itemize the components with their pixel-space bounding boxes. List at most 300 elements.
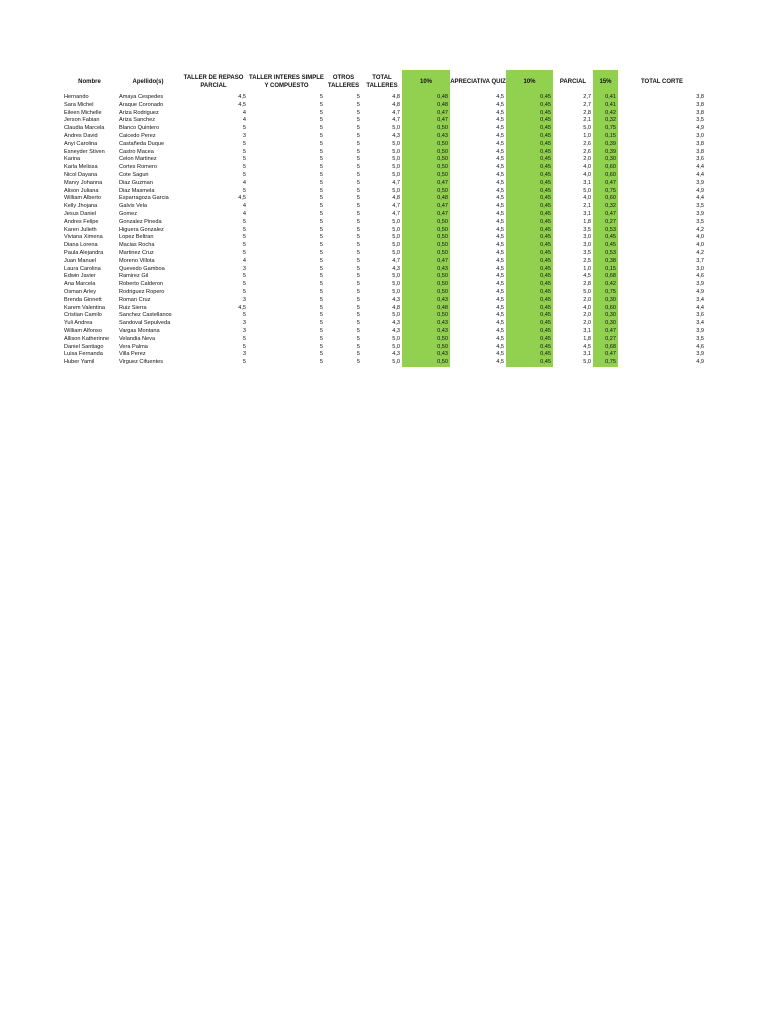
cell-talleres-10pct[interactable]: 0,50 (402, 188, 450, 196)
cell-apreciativa-quiz[interactable]: 4,5 (496, 257, 504, 264)
header-total-talleres[interactable]: TOTAL TALLERES (366, 75, 398, 89)
cell-nombre[interactable]: Claudia Marcela (64, 125, 105, 132)
cell-apellidos[interactable]: Blanco Quintero (119, 125, 160, 132)
cell-taller-interes[interactable]: 5 (319, 234, 323, 241)
cell-total-corte[interactable]: 4,4 (696, 164, 704, 171)
cell-total-corte[interactable]: 4,9 (696, 125, 704, 132)
cell-total-corte[interactable]: 3,9 (696, 281, 704, 288)
cell-total-corte[interactable]: 4,6 (696, 273, 704, 280)
cell-total-corte[interactable]: 4,2 (696, 249, 704, 256)
cell-quiz-10pct[interactable]: 0,45 (506, 297, 553, 305)
cell-taller-repaso[interactable]: 5 (242, 249, 246, 256)
cell-quiz-10pct[interactable]: 0,45 (506, 110, 553, 118)
cell-apellidos[interactable]: Diaz Masmela (119, 187, 155, 194)
cell-apreciativa-quiz[interactable]: 4,5 (496, 296, 504, 303)
cell-parcial-15pct[interactable]: 0,45 (593, 234, 618, 242)
cell-total-talleres[interactable]: 5,0 (392, 156, 400, 163)
cell-apreciativa-quiz[interactable]: 4,5 (496, 94, 504, 100)
cell-total-corte[interactable]: 4,4 (696, 171, 704, 178)
cell-parcial-15pct[interactable]: 0,42 (593, 110, 618, 118)
cell-parcial-15pct[interactable]: 0,60 (593, 305, 618, 313)
cell-taller-interes[interactable]: 5 (319, 359, 323, 366)
cell-total-corte[interactable]: 3,9 (696, 351, 704, 358)
header-total-corte[interactable]: TOTAL CORTE (641, 79, 683, 85)
cell-taller-interes[interactable]: 5 (319, 94, 323, 100)
header-parcial-15pct[interactable]: 15% (593, 70, 618, 94)
cell-apreciativa-quiz[interactable]: 4,5 (496, 101, 504, 108)
cell-otros-talleres[interactable]: 5 (356, 210, 360, 217)
cell-taller-repaso[interactable]: 5 (242, 359, 246, 366)
cell-talleres-10pct[interactable]: 0,48 (402, 305, 450, 313)
cell-total-corte[interactable]: 3,5 (696, 335, 704, 342)
cell-total-corte[interactable]: 3,9 (696, 210, 704, 217)
cell-parcial[interactable]: 4,0 (583, 164, 591, 171)
cell-parcial-15pct[interactable]: 0,27 (593, 336, 618, 344)
cell-talleres-10pct[interactable]: 0,50 (402, 336, 450, 344)
cell-taller-repaso[interactable]: 4 (242, 109, 246, 116)
cell-quiz-10pct[interactable]: 0,45 (506, 328, 553, 336)
cell-taller-repaso[interactable]: 5 (242, 218, 246, 225)
cell-talleres-10pct[interactable]: 0,47 (402, 211, 450, 219)
cell-taller-repaso[interactable]: 3 (242, 351, 246, 358)
cell-apellidos[interactable]: Galvis Vela (119, 203, 147, 210)
cell-parcial-15pct[interactable]: 0,75 (593, 188, 618, 196)
cell-nombre[interactable]: Karem Valentina (64, 304, 105, 311)
cell-talleres-10pct[interactable]: 0,50 (402, 289, 450, 297)
cell-total-talleres[interactable]: 5,0 (392, 164, 400, 171)
cell-otros-talleres[interactable]: 5 (356, 249, 360, 256)
cell-taller-repaso[interactable]: 5 (242, 156, 246, 163)
cell-nombre[interactable]: Yuli Andrea (64, 320, 93, 327)
cell-talleres-10pct[interactable]: 0,50 (402, 273, 450, 281)
cell-apellidos[interactable]: Quevedo Gamboa (119, 265, 165, 272)
cell-total-talleres[interactable]: 4,7 (392, 109, 400, 116)
cell-taller-interes[interactable]: 5 (319, 273, 323, 280)
cell-nombre[interactable]: William Alberto (64, 195, 101, 202)
cell-parcial[interactable]: 4,0 (583, 195, 591, 202)
cell-nombre[interactable]: Alison Juliana (64, 187, 99, 194)
cell-parcial[interactable]: 2,1 (583, 117, 591, 124)
cell-nombre[interactable]: William Alfonso (64, 327, 102, 334)
cell-taller-interes[interactable]: 5 (319, 320, 323, 327)
cell-quiz-10pct[interactable]: 0,45 (506, 266, 553, 274)
cell-talleres-10pct[interactable]: 0,50 (402, 227, 450, 235)
cell-total-talleres[interactable]: 4,3 (392, 296, 400, 303)
cell-quiz-10pct[interactable]: 0,45 (506, 250, 553, 258)
cell-parcial[interactable]: 2,0 (583, 156, 591, 163)
cell-apreciativa-quiz[interactable]: 4,5 (496, 218, 504, 225)
cell-apreciativa-quiz[interactable]: 4,5 (496, 210, 504, 217)
cell-parcial[interactable]: 4,0 (583, 304, 591, 311)
header-parcial[interactable]: PARCIAL (559, 79, 587, 85)
cell-parcial-15pct[interactable]: 0,45 (593, 242, 618, 250)
cell-nombre[interactable]: Hernando (64, 94, 89, 100)
cell-talleres-10pct[interactable]: 0,48 (402, 195, 450, 203)
cell-taller-interes[interactable]: 5 (319, 125, 323, 132)
cell-nombre[interactable]: Diana Lorena (64, 242, 98, 249)
cell-nombre[interactable]: Viviana Ximena (64, 234, 103, 241)
cell-taller-repaso[interactable]: 3 (242, 265, 246, 272)
cell-taller-repaso[interactable]: 4 (242, 179, 246, 186)
cell-otros-talleres[interactable]: 5 (356, 281, 360, 288)
cell-total-corte[interactable]: 4,9 (696, 288, 704, 295)
cell-nombre[interactable]: Karla Melissa (64, 164, 98, 171)
cell-quiz-10pct[interactable]: 0,45 (506, 117, 553, 125)
cell-taller-interes[interactable]: 5 (319, 226, 323, 233)
cell-parcial-15pct[interactable]: 0,68 (593, 344, 618, 352)
cell-quiz-10pct[interactable]: 0,45 (506, 258, 553, 266)
cell-apreciativa-quiz[interactable]: 4,5 (496, 320, 504, 327)
cell-talleres-10pct[interactable]: 0,47 (402, 203, 450, 211)
cell-taller-repaso[interactable]: 5 (242, 187, 246, 194)
cell-parcial[interactable]: 5,0 (583, 288, 591, 295)
cell-apellidos[interactable]: Ramirez Gil (119, 273, 149, 280)
cell-nombre[interactable]: Laura Carolina (64, 265, 101, 272)
cell-taller-interes[interactable]: 5 (319, 265, 323, 272)
cell-talleres-10pct[interactable]: 0,43 (402, 297, 450, 305)
cell-taller-repaso[interactable]: 5 (242, 312, 246, 319)
cell-taller-repaso[interactable]: 5 (242, 288, 246, 295)
cell-taller-repaso[interactable]: 5 (242, 242, 246, 249)
cell-total-corte[interactable]: 4,0 (696, 234, 704, 241)
cell-apellidos[interactable]: Ariza Sanchez (119, 117, 156, 124)
cell-apellidos[interactable]: Caicedo Perez (119, 132, 156, 139)
cell-apreciativa-quiz[interactable]: 4,5 (496, 242, 504, 249)
cell-taller-repaso[interactable]: 3 (242, 132, 246, 139)
cell-quiz-10pct[interactable]: 0,45 (506, 180, 553, 188)
cell-total-talleres[interactable]: 5,0 (392, 343, 400, 350)
cell-nombre[interactable]: Eileen Michelle (64, 109, 102, 116)
cell-apellidos[interactable]: Moreno Villota (119, 257, 155, 264)
cell-nombre[interactable]: Kelly Jhojana (64, 203, 98, 210)
cell-total-talleres[interactable]: 5,0 (392, 148, 400, 155)
cell-total-corte[interactable]: 3,7 (696, 257, 704, 264)
cell-total-corte[interactable]: 3,0 (696, 132, 704, 139)
cell-otros-talleres[interactable]: 5 (356, 327, 360, 334)
cell-total-talleres[interactable]: 4,8 (392, 304, 400, 311)
cell-quiz-10pct[interactable]: 0,45 (506, 188, 553, 196)
cell-parcial-15pct[interactable]: 0,30 (593, 312, 618, 320)
cell-apellidos[interactable]: Villa Perez (119, 351, 146, 358)
cell-talleres-10pct[interactable]: 0,50 (402, 156, 450, 164)
cell-taller-interes[interactable]: 5 (319, 171, 323, 178)
cell-nombre[interactable]: Nicol Dayana (64, 171, 98, 178)
cell-otros-talleres[interactable]: 5 (356, 171, 360, 178)
header-taller-repaso-parcial[interactable]: TALLER DE REPASO PARCIAL (183, 75, 244, 89)
cell-apellidos[interactable]: Gomez (119, 210, 138, 217)
cell-apreciativa-quiz[interactable]: 4,5 (496, 234, 504, 241)
cell-nombre[interactable]: Sara Michel (64, 101, 94, 108)
cell-parcial-15pct[interactable]: 0,32 (593, 203, 618, 211)
cell-total-talleres[interactable]: 5,0 (392, 312, 400, 319)
cell-apellidos[interactable]: Lopez Beltran (119, 234, 154, 241)
cell-nombre[interactable]: Andres Felipe (64, 218, 99, 225)
cell-taller-repaso[interactable]: 4 (242, 203, 246, 210)
cell-nombre[interactable]: Osman Arley (64, 288, 97, 295)
cell-parcial[interactable]: 5,0 (583, 359, 591, 366)
cell-quiz-10pct[interactable]: 0,45 (506, 133, 553, 141)
cell-total-corte[interactable]: 3,6 (696, 312, 704, 319)
cell-parcial[interactable]: 2,0 (583, 296, 591, 303)
cell-nombre[interactable]: Karen Julieth (64, 226, 97, 233)
cell-taller-repaso[interactable]: 5 (242, 343, 246, 350)
cell-parcial[interactable]: 4,0 (583, 171, 591, 178)
cell-apreciativa-quiz[interactable]: 4,5 (496, 195, 504, 202)
cell-taller-repaso[interactable]: 4 (242, 257, 246, 264)
cell-total-corte[interactable]: 3,5 (696, 218, 704, 225)
cell-nombre[interactable]: Andres David (64, 132, 98, 139)
cell-total-corte[interactable]: 3,8 (696, 94, 704, 100)
cell-total-talleres[interactable]: 4,8 (392, 101, 400, 108)
cell-quiz-10pct[interactable]: 0,45 (506, 273, 553, 281)
cell-total-corte[interactable]: 3,4 (696, 296, 704, 303)
cell-apellidos[interactable]: Celon Martinez (119, 156, 157, 163)
cell-parcial[interactable]: 2,6 (583, 140, 591, 147)
cell-total-talleres[interactable]: 4,3 (392, 132, 400, 139)
cell-total-talleres[interactable]: 4,3 (392, 327, 400, 334)
cell-talleres-10pct[interactable]: 0,47 (402, 258, 450, 266)
cell-quiz-10pct[interactable]: 0,45 (506, 227, 553, 235)
cell-nombre[interactable]: Daniel Santiago (64, 343, 104, 350)
cell-quiz-10pct[interactable]: 0,45 (506, 149, 553, 157)
cell-apellidos[interactable]: Rodriguez Ropero (119, 288, 165, 295)
cell-total-corte[interactable]: 3,5 (696, 117, 704, 124)
cell-apreciativa-quiz[interactable]: 4,5 (496, 359, 504, 366)
cell-nombre[interactable]: Karina (64, 156, 81, 163)
cell-total-talleres[interactable]: 5,0 (392, 242, 400, 249)
cell-quiz-10pct[interactable]: 0,45 (506, 281, 553, 289)
cell-parcial[interactable]: 2,0 (583, 320, 591, 327)
cell-taller-repaso[interactable]: 5 (242, 164, 246, 171)
cell-otros-talleres[interactable]: 5 (356, 265, 360, 272)
cell-otros-talleres[interactable]: 5 (356, 257, 360, 264)
cell-parcial[interactable]: 2,0 (583, 312, 591, 319)
cell-apreciativa-quiz[interactable]: 4,5 (496, 265, 504, 272)
cell-apellidos[interactable]: Virguez Cifuentes (119, 359, 164, 366)
cell-parcial[interactable]: 3,5 (583, 249, 591, 256)
cell-talleres-10pct[interactable]: 0,50 (402, 219, 450, 227)
cell-quiz-10pct[interactable]: 0,45 (506, 219, 553, 227)
cell-parcial-15pct[interactable]: 0,47 (593, 351, 618, 359)
cell-nombre[interactable]: Anyi Carolina (64, 140, 98, 147)
cell-otros-talleres[interactable]: 5 (356, 132, 360, 139)
cell-otros-talleres[interactable]: 5 (356, 335, 360, 342)
cell-total-talleres[interactable]: 5,0 (392, 187, 400, 194)
cell-parcial[interactable]: 3,1 (583, 327, 591, 334)
cell-parcial-15pct[interactable]: 0,32 (593, 117, 618, 125)
cell-taller-interes[interactable]: 5 (319, 327, 323, 334)
cell-total-talleres[interactable]: 4,7 (392, 257, 400, 264)
cell-total-talleres[interactable]: 5,0 (392, 171, 400, 178)
cell-taller-repaso[interactable]: 5 (242, 273, 246, 280)
cell-otros-talleres[interactable]: 5 (356, 195, 360, 202)
cell-taller-repaso[interactable]: 3 (242, 296, 246, 303)
cell-quiz-10pct[interactable]: 0,45 (506, 344, 553, 352)
cell-talleres-10pct[interactable]: 0,50 (402, 149, 450, 157)
cell-total-talleres[interactable]: 4,7 (392, 210, 400, 217)
cell-quiz-10pct[interactable]: 0,45 (506, 94, 553, 102)
cell-otros-talleres[interactable]: 5 (356, 234, 360, 241)
cell-parcial[interactable]: 1,0 (583, 265, 591, 272)
cell-otros-talleres[interactable]: 5 (356, 304, 360, 311)
cell-apellidos[interactable]: Sanchez Castellanos (119, 312, 172, 319)
cell-parcial[interactable]: 3,0 (583, 234, 591, 241)
cell-taller-repaso[interactable]: 3 (242, 327, 246, 334)
cell-total-corte[interactable]: 3,8 (696, 140, 704, 147)
cell-parcial-15pct[interactable]: 0,15 (593, 133, 618, 141)
cell-parcial-15pct[interactable]: 0,15 (593, 266, 618, 274)
cell-total-talleres[interactable]: 4,7 (392, 203, 400, 210)
cell-quiz-10pct[interactable]: 0,45 (506, 359, 553, 367)
cell-parcial-15pct[interactable]: 0,60 (593, 195, 618, 203)
cell-quiz-10pct[interactable]: 0,45 (506, 164, 553, 172)
cell-nombre[interactable]: Esneyder Stiven (64, 148, 105, 155)
cell-apellidos[interactable]: Sandoval Sepulveda (119, 320, 171, 327)
cell-taller-interes[interactable]: 5 (319, 156, 323, 163)
cell-parcial[interactable]: 3,5 (583, 226, 591, 233)
cell-taller-interes[interactable]: 5 (319, 288, 323, 295)
cell-otros-talleres[interactable]: 5 (356, 164, 360, 171)
cell-total-talleres[interactable]: 5,0 (392, 218, 400, 225)
cell-talleres-10pct[interactable]: 0,50 (402, 164, 450, 172)
cell-talleres-10pct[interactable]: 0,47 (402, 110, 450, 118)
cell-talleres-10pct[interactable]: 0,50 (402, 125, 450, 133)
cell-total-corte[interactable]: 4,4 (696, 195, 704, 202)
cell-taller-repaso[interactable]: 4 (242, 117, 246, 124)
cell-nombre[interactable]: Edwin Javier (64, 273, 96, 280)
cell-otros-talleres[interactable]: 5 (356, 109, 360, 116)
cell-apreciativa-quiz[interactable]: 4,5 (496, 109, 504, 116)
cell-parcial[interactable]: 3,1 (583, 210, 591, 217)
cell-taller-repaso[interactable]: 5 (242, 140, 246, 147)
cell-parcial[interactable]: 3,1 (583, 179, 591, 186)
cell-apreciativa-quiz[interactable]: 4,5 (496, 171, 504, 178)
cell-otros-talleres[interactable]: 5 (356, 117, 360, 124)
cell-apellidos[interactable]: Castro Macea (119, 148, 154, 155)
header-taller-interes[interactable]: TALLER INTERES SIMPLE Y COMPUESTO (249, 75, 324, 89)
cell-taller-interes[interactable]: 5 (319, 257, 323, 264)
cell-nombre[interactable]: Paula Alejandra (64, 249, 104, 256)
cell-apreciativa-quiz[interactable]: 4,5 (496, 226, 504, 233)
cell-talleres-10pct[interactable]: 0,50 (402, 234, 450, 242)
cell-talleres-10pct[interactable]: 0,50 (402, 250, 450, 258)
cell-total-talleres[interactable]: 5,0 (392, 288, 400, 295)
cell-quiz-10pct[interactable]: 0,45 (506, 234, 553, 242)
cell-total-corte[interactable]: 3,0 (696, 265, 704, 272)
cell-talleres-10pct[interactable]: 0,43 (402, 320, 450, 328)
cell-total-talleres[interactable]: 4,8 (392, 94, 400, 100)
cell-taller-interes[interactable]: 5 (319, 117, 323, 124)
cell-quiz-10pct[interactable]: 0,45 (506, 141, 553, 149)
cell-parcial[interactable]: 2,7 (583, 94, 591, 100)
cell-otros-talleres[interactable]: 5 (356, 156, 360, 163)
cell-taller-repaso[interactable]: 4,5 (238, 195, 246, 202)
cell-total-corte[interactable]: 3,4 (696, 320, 704, 327)
cell-taller-interes[interactable]: 5 (319, 101, 323, 108)
cell-taller-repaso[interactable]: 5 (242, 335, 246, 342)
cell-parcial[interactable]: 2,5 (583, 257, 591, 264)
cell-parcial[interactable]: 3,0 (583, 242, 591, 249)
cell-parcial[interactable]: 2,8 (583, 281, 591, 288)
cell-quiz-10pct[interactable]: 0,45 (506, 125, 553, 133)
cell-nombre[interactable]: Cristian Camilo (64, 312, 102, 319)
cell-parcial[interactable]: 2,6 (583, 148, 591, 155)
cell-talleres-10pct[interactable]: 0,50 (402, 281, 450, 289)
cell-parcial-15pct[interactable]: 0,47 (593, 328, 618, 336)
cell-apreciativa-quiz[interactable]: 4,5 (496, 132, 504, 139)
cell-taller-repaso[interactable]: 4,5 (238, 94, 246, 100)
cell-parcial-15pct[interactable]: 0,53 (593, 250, 618, 258)
cell-apellidos[interactable]: Roberto Calderon (119, 281, 164, 288)
cell-parcial-15pct[interactable]: 0,60 (593, 172, 618, 180)
cell-taller-repaso[interactable]: 5 (242, 125, 246, 132)
cell-parcial-15pct[interactable]: 0,42 (593, 281, 618, 289)
cell-otros-talleres[interactable]: 5 (356, 148, 360, 155)
cell-parcial-15pct[interactable]: 0,60 (593, 164, 618, 172)
cell-total-talleres[interactable]: 5,0 (392, 125, 400, 132)
cell-parcial[interactable]: 2,8 (583, 109, 591, 116)
cell-apreciativa-quiz[interactable]: 4,5 (496, 273, 504, 280)
cell-parcial[interactable]: 1,8 (583, 218, 591, 225)
cell-parcial-15pct[interactable]: 0,47 (593, 180, 618, 188)
cell-quiz-10pct[interactable]: 0,45 (506, 203, 553, 211)
cell-parcial-15pct[interactable]: 0,75 (593, 125, 618, 133)
cell-total-talleres[interactable]: 4,3 (392, 265, 400, 272)
cell-apellidos[interactable]: Araque Coronado (119, 101, 164, 108)
cell-apellidos[interactable]: Ariza Rodriguez (119, 109, 159, 116)
cell-taller-interes[interactable]: 5 (319, 187, 323, 194)
cell-otros-talleres[interactable]: 5 (356, 140, 360, 147)
cell-nombre[interactable]: Juan Manuel (64, 257, 97, 264)
header-apellidos[interactable]: Apellido(s) (132, 79, 164, 85)
cell-apreciativa-quiz[interactable]: 4,5 (496, 312, 504, 319)
cell-quiz-10pct[interactable]: 0,45 (506, 195, 553, 203)
cell-taller-interes[interactable]: 5 (319, 296, 323, 303)
cell-taller-repaso[interactable]: 4 (242, 210, 246, 217)
cell-total-corte[interactable]: 4,2 (696, 226, 704, 233)
cell-total-corte[interactable]: 4,4 (696, 304, 704, 311)
header-nombre[interactable]: Nombre (78, 79, 101, 85)
cell-parcial-15pct[interactable]: 0,41 (593, 102, 618, 110)
cell-quiz-10pct[interactable]: 0,45 (506, 102, 553, 110)
cell-talleres-10pct[interactable]: 0,50 (402, 359, 450, 367)
cell-apreciativa-quiz[interactable]: 4,5 (496, 140, 504, 147)
cell-parcial-15pct[interactable]: 0,39 (593, 149, 618, 157)
cell-taller-interes[interactable]: 5 (319, 312, 323, 319)
cell-otros-talleres[interactable]: 5 (356, 94, 360, 100)
cell-apellidos[interactable]: Higuera Gonzalez (119, 226, 164, 233)
cell-parcial[interactable]: 2,1 (583, 203, 591, 210)
cell-total-corte[interactable]: 4,9 (696, 359, 704, 366)
cell-parcial[interactable]: 5,0 (583, 187, 591, 194)
cell-otros-talleres[interactable]: 5 (356, 296, 360, 303)
cell-total-talleres[interactable]: 5,0 (392, 140, 400, 147)
cell-parcial-15pct[interactable]: 0,30 (593, 156, 618, 164)
cell-apreciativa-quiz[interactable]: 4,5 (496, 164, 504, 171)
cell-talleres-10pct[interactable]: 0,47 (402, 180, 450, 188)
cell-quiz-10pct[interactable]: 0,45 (506, 242, 553, 250)
cell-nombre[interactable]: Jerson Fabian (64, 117, 100, 124)
cell-apreciativa-quiz[interactable]: 4,5 (496, 187, 504, 194)
cell-quiz-10pct[interactable]: 0,45 (506, 351, 553, 359)
cell-talleres-10pct[interactable]: 0,50 (402, 312, 450, 320)
cell-apellidos[interactable]: Esparragoza Garcia (119, 195, 169, 202)
cell-parcial-15pct[interactable]: 0,68 (593, 273, 618, 281)
cell-taller-interes[interactable]: 5 (319, 195, 323, 202)
cell-taller-interes[interactable]: 5 (319, 109, 323, 116)
cell-quiz-10pct[interactable]: 0,45 (506, 172, 553, 180)
cell-otros-talleres[interactable]: 5 (356, 288, 360, 295)
